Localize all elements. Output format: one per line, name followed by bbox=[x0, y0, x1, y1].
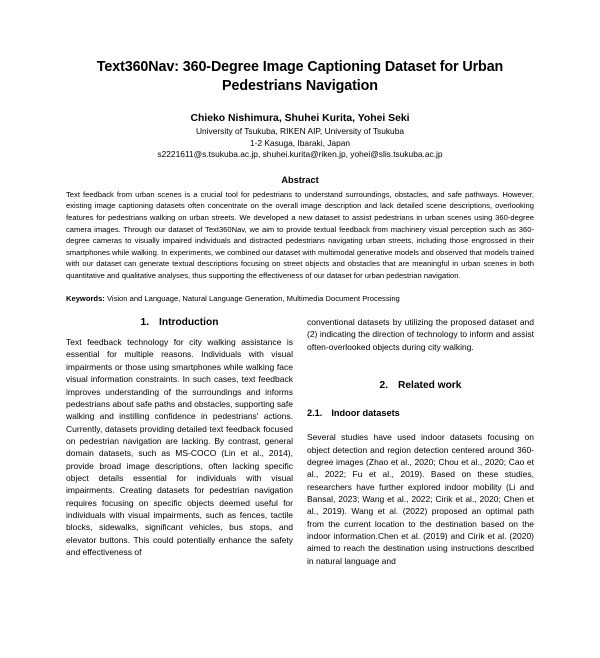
abstract-body: Text feedback from urban scenes is a crucial tool for pedestrians to understand surroundings, obstacles, and safe pathways. However, existing image captioning datasets often concentrate on the overall image description and lack detailed scene descriptions, overlooking features for pedestrians walking on urban streets. We developed a new dataset to assist pedestrians in urban scenes using 360-degree camera images. Through our dataset of Text360Nav, we aim to provide textual feedback from machinery visual perception such as 360-degree cameras to visually impaired individuals and distracted pedestrians navigating urban streets, including those engrossed in their smartphones while walking. In experiments, we combined our dataset with multimodal generative models and observed that models trained with our dataset can generate textual descriptions focusing on street objects and obstacles that are meaningful in urban scenes in both quantitative and qualitative analyses, thus supporting the effectiveness of our dataset for urban pedestrian navigation. bbox=[66, 189, 534, 280]
section-heading-related-work bbox=[307, 379, 534, 393]
subsection-number-indoor-datasets: 2.1. bbox=[307, 408, 323, 419]
section-title-related-work: Related work bbox=[398, 380, 462, 392]
section-number-related-work: 2. bbox=[379, 380, 389, 392]
page-title: Text360Nav: 360-Degree Image Captioning Dataset for Urban Pedestrians Navigation bbox=[96, 59, 504, 94]
author-address: 1-2 Kasuga, Ibaraki, Japan bbox=[249, 137, 351, 148]
section-heading-introduction bbox=[66, 316, 293, 330]
column-right bbox=[307, 316, 534, 566]
subsection-title-indoor-datasets: Indoor datasets bbox=[331, 408, 400, 419]
keywords-value: Vision and Language, Natural Language Generation, Multimedia Document Processing bbox=[106, 293, 400, 303]
body-columns bbox=[66, 316, 534, 566]
subsection-heading-indoor-datasets bbox=[307, 407, 534, 420]
indoor-datasets-paragraph: Several studies have used indoor datasets focusing on object detection and region detection centered around 360-degree images (Zhao et al., 2020; Chou et al., 2020; Cao et al., 2022; Fu et al., 2019). Based on these studies, researchers have further explored indoor mobility (Li and Bansal, 2023; Wang et al., 2022; Cirik et al., 2020; Chen et al., 2019). Wang et al. (2022) proposed an optimal path from the current location to the destination based on the indoor information.Chen et al. (2019) and Cirik et al. (2020) aimed to reach the destination using instructions described in natural language and bbox=[307, 432, 534, 566]
section-number-introduction: 1. bbox=[140, 317, 150, 329]
abstract-heading: Abstract bbox=[281, 174, 319, 185]
keywords-line bbox=[66, 293, 534, 305]
section-title-introduction: Introduction bbox=[159, 317, 219, 329]
author-list: Chieko Nishimura, Shuhei Kurita, Yohei Seki bbox=[190, 113, 410, 124]
keywords-label: Keywords: bbox=[66, 293, 105, 303]
author-affiliations: University of Tsukuba, RIKEN AIP, University of Tsukuba bbox=[195, 126, 405, 136]
introduction-continuation-paragraph: conventional datasets by utilizing the proposed dataset and (2) indicating the direction of technology to inform and assist often-overlooked objects during city walking. bbox=[307, 317, 534, 352]
column-left bbox=[66, 316, 293, 566]
introduction-paragraph: Text feedback technology for city walking assistance is essential for multiple reasons. Individuals with visual impairments or those using smartphones while walking face visual information constraints. In such cases, text feedback improves understanding of the surroundings and informs pedestrians about safe paths and obstacles, supporting safe walking and instilling confidence in pedestrians' actions. Currently, datasets providing detailed text feedback focused on pedestrian navigation are lacking. By contrast, general domain datasets, such as MS-COCO (Lin et al., 2014), provide broad image descriptions, often lacking specific object details essential for individuals with visual impairments. Creating datasets for pedestrian navigation requires focusing on specific objects deemed useful for individuals with visual impairments, such as fences, tactile blocks, sidewalks, significant vehicles, bus stops, and elevator buttons. This could potentially enhance the safety and effectiveness of bbox=[66, 337, 293, 557]
paper-page bbox=[0, 58, 600, 658]
author-emails: s2221611@s.tsukuba.ac.jp, shuhei.kurita@riken.jp, yohei@slis.tsukuba.ac.jp bbox=[157, 149, 443, 160]
